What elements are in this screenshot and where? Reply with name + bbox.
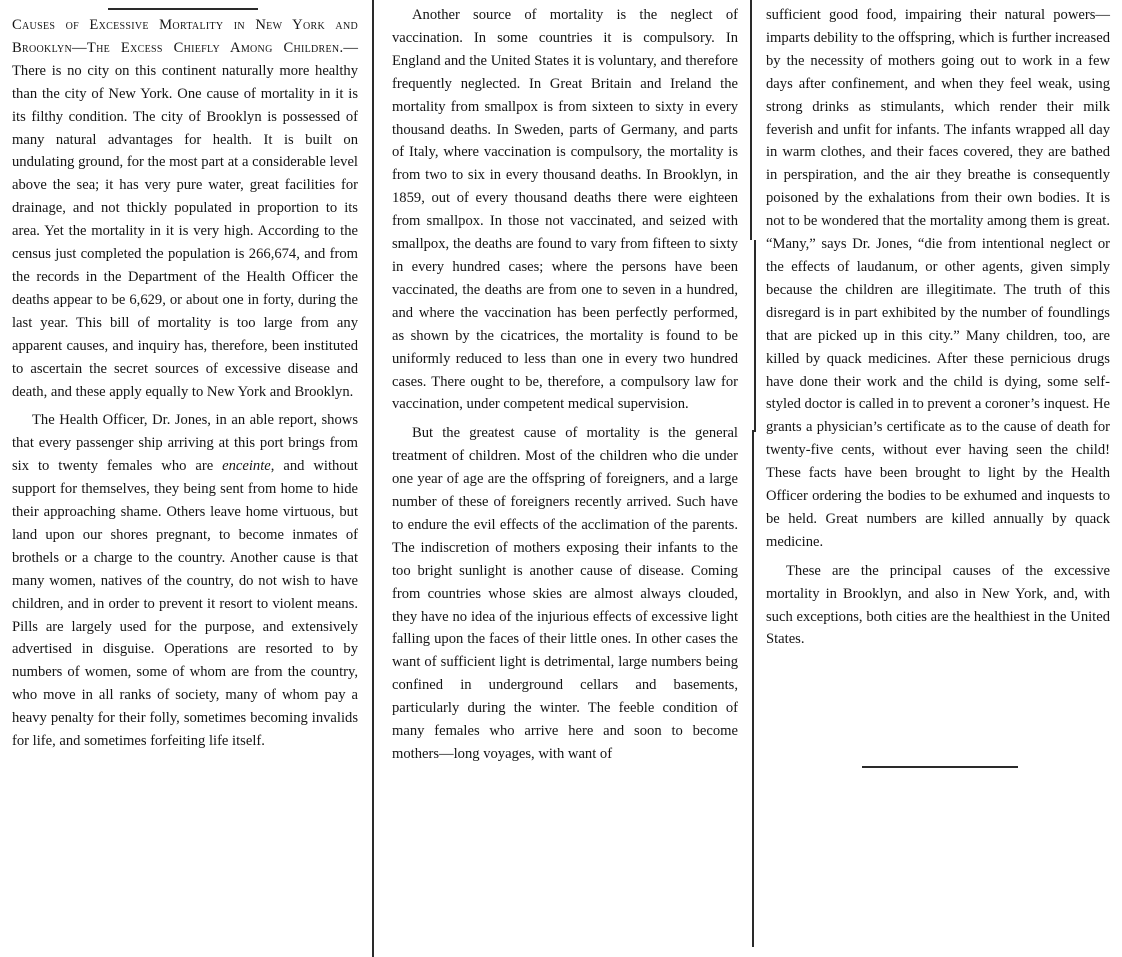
column-2: [392, 0, 738, 957]
column-divider-2: [750, 0, 752, 240]
column-3: [766, 0, 1110, 957]
article-paragraph-6: These are the principal causes of the excessive mortality in Brooklyn, and also in New York, and, with such exceptions, both cities are the healthiest in the United States.: [766, 562, 1110, 648]
article-paragraph-2: [12, 409, 358, 753]
article-paragraph-5: sufficient good food, impairing their natural powers—imparts debility to the offspring, which is further increased by the necessity of mothers going out to work in a few days after confinement, and when they feel weak, using strong drinks as stimulants, which render their milk feverish and unfit for infants. The infants wrapped all day in warm clothes, and their faces covered, they are bathed in perspiration, and the air they breathe is consequently poisoned by the exhalations from their own bodies. It is not to be wondered that the mortality among them is great. “Many,” says Dr. Jones, “die from intentional neglect or the effects of laudanum, or other agents, given simply because the children are illegitimate. The truth of this disregard is in part exhibited by the number of foundlings that are picked up in this city.” Many children, too, are killed by quack medicines. After these pernicious drugs have done their work and the child is dying, some self-styled doctor is called in to prevent a coroner’s inquest. He grants a physician’s certificate as to the cause of death for twenty-five cents, without ever having seen the child! These facts have been brought to light by the Health Officer ordering the bodies to be exhumed and inquests to be held. Great numbers are killed annually by quack medicine.: [766, 7, 1110, 550]
article-opening: [12, 14, 358, 403]
article-paragraph-1-text: —There is no city on this continent naturally more healthy than the city of New York. One cause of mortality in it is its filthy condition. The city of Brooklyn is possessed of many natural advantages for health. It is built on undulating ground, for the most part at a considerable level above the sea; it has very pure water, great facilities for drainage, and not thickly populated in proportion to its area. Yet the mortality in it is very high. According to the census just completed the population is 266,674, and from the records in the Department of the Health Officer the deaths appear to be 6,629, or about one in forty, during the last year. This bill of mortality is too large from any apparent causes, and inquiry has, therefore, been instituted to ascertain the secret sources of excessive disease and death, and these apply equally to New York and Brooklyn.: [12, 39, 358, 400]
paragraph-2-text-a: The Health Officer, Dr. Jones, in an able report, shows that every passenger ship arriving at this port brings from six to twenty females who are: [12, 412, 358, 475]
article-headline: Causes of Excessive Mortality in New York and Brooklyn—The Excess Chiefly Among Children.: [12, 17, 358, 56]
article-paragraph-3: Another source of mortality is the neglect of vaccination. In some countries it is compulsory. In England and the United States it is voluntary, and therefore frequently neglected. In Great Britain and Ireland the mortality from smallpox is from sixteen to sixty in every thousand deaths. In Sweden, parts of Germany, and parts of Italy, where vaccination is compulsory, the mortality is from two to six in every thousand deaths. In Brooklyn, in 1859, out of every thousand deaths there were eighteen from smallpox. In those not vaccinated, and seized with smallpox, the deaths are found to vary from fifteen to sixty in every hundred cases; where the persons have been vaccinated, the deaths are from one to seven in a hundred, and where the vaccination has been perfectly performed, as shown by the cicatrices, the mortality is found to be uniformly reduced to less than one in every two hundred cases. There ought to be, therefore, a compulsory law for vaccination, under competent medical supervision.: [392, 7, 738, 413]
article-paragraph-4: But the greatest cause of mortality is the general treatment of children. Most of the children who die under one year of age are the offspring of foreigners, and a large number of these of foreigners recently arrived. Such have to endure the evil effects of the acclimation of the parents. The indiscretion of mothers exposing their infants to the too bright sunlight is another cause of disease. Coming from countries whose skies are almost always clouded, they have no idea of the injurious effects of excessive light falling upon the faces of their little ones. In other cases the want of sufficient light is detrimental, large numbers being confined in underground cellars and basements, particularly during the winter. The feeble condition of many females who arrive here and soon to become mothers—long voyages, with want of: [392, 425, 738, 762]
column-divider-2b: [754, 240, 756, 432]
column-1: [12, 0, 358, 957]
column-divider-1: [372, 0, 374, 957]
column-divider-2c: [752, 430, 754, 947]
paragraph-2-emphasis: enceinte: [222, 458, 271, 475]
end-rule: [862, 766, 1018, 768]
paragraph-2-text-b: , and without support for themselves, they being sent from home to hide their approaching shame. Others leave home virtuous, but land upon our shores pregnant, to become inmates of brothels or a charge to the country. Another cause is that many women, natives of the country, do not wish to have children, and in order to prevent it resort to violent means. Pills are largely used for the purpose, and extensively advertised in disguise. Operations are resorted to by numbers of women, some of whom are from the country, who move in all ranks of society, many of whom pay a heavy penalty for their folly, sometimes becoming invalids for life, and sometimes forfeiting life itself.: [12, 458, 358, 750]
